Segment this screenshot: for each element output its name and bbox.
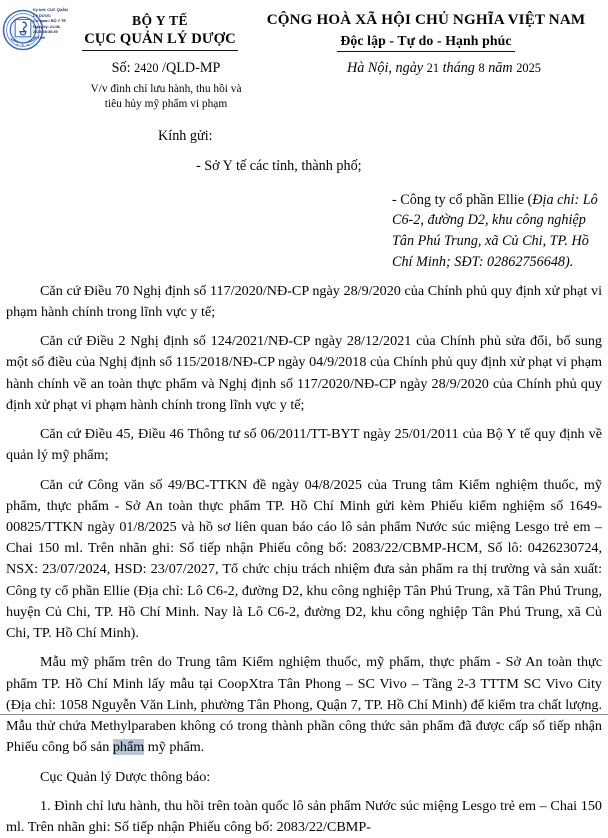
stamp-line-5: 2025 08:36:39 [33, 29, 58, 35]
sampling-text-part-2: mỹ phẩm. [144, 739, 205, 756]
dateline-day: 21 [426, 61, 440, 75]
sampling-text-part-1: Mẫu mỹ phẩm trên do Trung tâm Kiểm nghiệm thuốc, mỹ phẩm, thực phẩm - Sở An toàn thực phẩm TP. Hồ Chí Minh lấy mẫu tại CoopXtra Tân Phong – SC Vivo – Tầng 2-3 TTTM SC Vivo City (Địa chỉ: 1058 Nguyễn Văn Linh, phường Tân Phong, Quận 7, TP. Hồ Chí Minh) để kiểm tra chất lượng. Mẫu thử chứa Methylparaben không có trong thành phần công thức sản phẩm đã được cấp số tiếp nhận Phiếu công bố sản [6, 654, 602, 756]
national-heading-block [250, 11, 602, 52]
paragraph-legal-basis-3: Căn cứ Điều 45, Điều 46 Thông tư số 06/2011/TT-BYT ngày 25/01/2011 của Bộ Y tế quy định về quản lý mỹ phẩm; [6, 426, 602, 464]
stamp-line-3: Cơ quan: BỘ Y TẾ [33, 18, 66, 24]
document-number-suffix: /QLD-MP [162, 60, 221, 76]
stamp-line-2: LÝ DƯỢC [33, 12, 51, 18]
recipient-item-health-departments: - Sở Y tế các tỉnh, thành phố; [196, 158, 362, 174]
subject-line-1: V/v đình chỉ lưu hành, thu hồi và [90, 83, 242, 95]
recipients-label: Kính gửi: [158, 128, 213, 144]
svg-text:★ ★ ★: ★ ★ ★ [15, 43, 31, 48]
document-number-value: 2420 [134, 61, 159, 75]
stamp-line-1: Ký bởi: CỤC QUẢN [33, 7, 68, 12]
document-subject [56, 82, 276, 112]
dateline-place: Hà Nội, ngày [347, 60, 424, 76]
issuing-authority-block [60, 13, 260, 51]
selected-text[interactable]: phẩm [112, 739, 145, 756]
department-name: CỤC QUẢN LÝ DƯỢC [82, 30, 237, 51]
paragraph-legal-basis-1: Căn cứ Điều 70 Nghị định số 117/2020/NĐ-CP ngày 28/9/2020 của Chính phủ quy định xử phạt vi phạm hành chính trong lĩnh vực y tế; [6, 282, 602, 320]
paragraph-legal-basis-2: Căn cứ Điều 2 Nghị định số 124/2021/NĐ-CP ngày 28/12/2021 của Chính phủ sửa đổi, bổ sung một số điều của Nghị định số 115/2018/NĐ-CP ngày 04/9/2018 của Chính phủ quy định xử phạt vi phạm hành chính về an toàn thực phẩm và Nghị định số 117/2020/NĐ-CP ngày 28/9/2020 của Chính phủ quy định xử phạt vi phạm hành chính trong lĩnh vực y tế; [6, 333, 602, 413]
dateline-year: 2025 [516, 61, 541, 75]
paragraph-announcement-intro: Cục Quản lý Dược thông báo: [40, 768, 211, 785]
stamp-line-6: +07:00 [33, 34, 45, 40]
recipients-block [0, 128, 608, 273]
subject-line-2: tiêu hủy mỹ phẩm vi phạm [104, 98, 228, 111]
document-number [60, 60, 272, 77]
nation-title: CỘNG HOÀ XÃ HỘI CHỦ NGHĨA VIỆT NAM [266, 12, 586, 28]
dateline [286, 60, 602, 77]
stamp-line-4: Ngày ký: 21-08- [33, 23, 61, 29]
recipient-company-name: - Công ty cổ phần Ellie ( [392, 191, 533, 208]
document-body [6, 281, 602, 838]
dateline-year-label: năm [488, 60, 513, 76]
paragraph-recall-item-1: 1. Đình chỉ lưu hành, thu hồi trên toàn quốc lô sản phẩm Nước súc miệng Lesgo trẻ em – Chai 150 ml. Trên nhãn ghi: Số tiếp nhận Phiếu công bố: 2083/22/CBMP- [6, 797, 602, 836]
recipient-company-address: Địa chỉ: Lô C6-2, đường D2, khu công nghiệp Tân Phú Trung, xã Củ Chi, TP. Hồ Chí Minh; SĐT: 02862756648). [392, 191, 598, 270]
paragraph-test-report: Căn cứ Công văn số 49/BC-TTKN đề ngày 04/8/2025 của Trung tâm Kiểm nghiệm thuốc, mỹ phẩm, thực phẩm - Sở An toàn thực phẩm TP. Hồ Chí Minh gửi kèm Phiếu kiểm nghiệm số 1649-00825/TTKN ngày 01/8/2025 và hồ sơ liên quan báo cáo lô sản phẩm Nước súc miệng Lesgo trẻ em – Chai 150 ml. Trên nhãn ghi: Số tiếp nhận Phiếu công bố: 2083/22/CBMP-HCM, Số lô: 0426230724, NSX: 23/07/2024, HSD: 23/07/2027, Tổ chức chịu trách nhiệm đưa sản phẩm ra thị trường và sản xuất: Công ty cổ phần Ellie (Địa chỉ: Lô C6-2, đường D2, khu công nghiệp Tân Phú Trung, xã Tân Phú Trung, huyện Củ Chi, TP. Hồ Chí Minh. Nay là Lô C6-2, đường D2, khu công nghiệp Tân Phú Trung, xã Củ Chi, TP. Hồ Chí Minh). [6, 476, 602, 642]
ministry-name: BỘ Y TẾ [132, 13, 188, 28]
national-motto: Độc lập - Tự do - Hạnh phúc [337, 32, 514, 52]
document-number-label: Số: [111, 60, 131, 76]
page-bottom-divider [0, 714, 608, 715]
dateline-month: 8 [478, 61, 485, 75]
digital-signature-stamp [33, 7, 79, 40]
recipient-item-company [196, 190, 608, 273]
document-header [0, 0, 608, 111]
paragraph-sampling-details [6, 652, 602, 758]
dateline-month-label: tháng [442, 60, 475, 76]
